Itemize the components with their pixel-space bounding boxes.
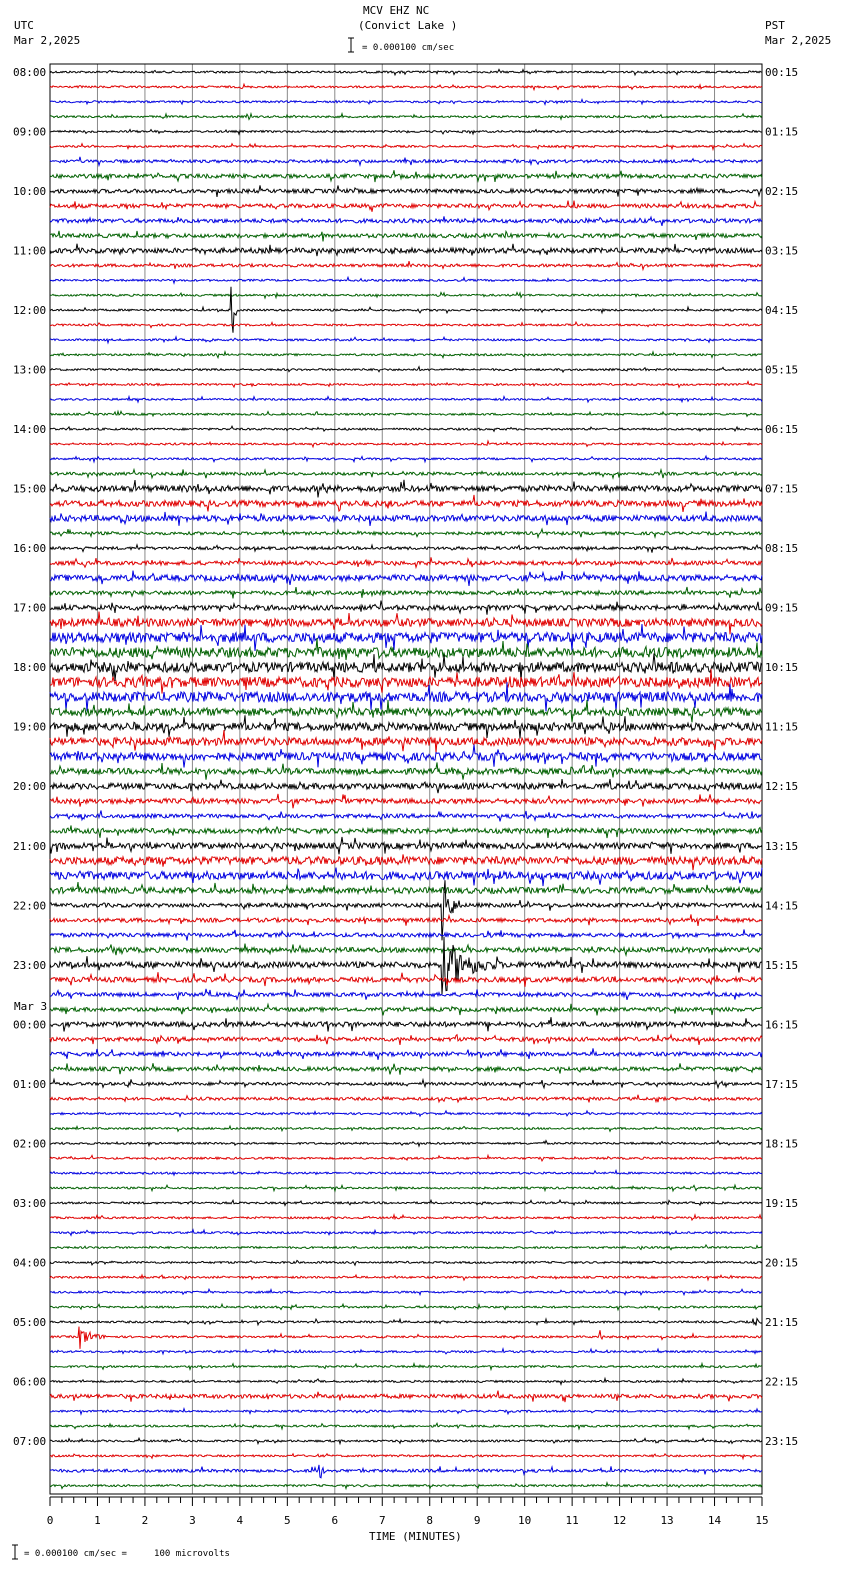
trace-line bbox=[50, 811, 762, 822]
utc-hour-label: 08:00 bbox=[13, 66, 47, 79]
trace-line bbox=[50, 715, 762, 738]
utc-hour-label: 19:00 bbox=[13, 720, 47, 734]
utc-hour-label: 21:00 bbox=[13, 839, 47, 853]
trace-line bbox=[50, 1304, 762, 1310]
x-tick-label: 4 bbox=[236, 1514, 244, 1527]
trace-line bbox=[50, 794, 762, 808]
trace-line bbox=[50, 557, 762, 567]
trace-line bbox=[50, 545, 762, 553]
x-axis-label: TIME (MINUTES) bbox=[369, 1530, 462, 1543]
trace-line bbox=[50, 1409, 762, 1415]
utc-hour-label: 23:00 bbox=[13, 958, 47, 972]
trace-line bbox=[50, 601, 762, 615]
trace-line bbox=[50, 130, 762, 135]
trace-line bbox=[50, 837, 762, 854]
trace-line bbox=[50, 937, 762, 994]
trace-line bbox=[50, 1289, 762, 1295]
pst-hour-label: 08:15 bbox=[765, 542, 799, 556]
trace-line bbox=[50, 244, 762, 256]
trace-line bbox=[50, 1275, 762, 1280]
pst-hour-label: 09:15 bbox=[765, 601, 799, 615]
pst-hour-label: 18:15 bbox=[765, 1137, 799, 1151]
x-tick-label: 7 bbox=[378, 1514, 386, 1527]
utc-hour-label: 20:00 bbox=[13, 780, 47, 794]
pst-hour-label: 20:15 bbox=[765, 1256, 799, 1270]
trace-line bbox=[50, 1155, 762, 1161]
utc-hour-label: 13:00 bbox=[13, 363, 47, 377]
utc-hour-label: 00:00 bbox=[13, 1018, 47, 1032]
trace-line bbox=[50, 571, 762, 586]
utc-hour-label: 07:00 bbox=[13, 1434, 47, 1448]
trace-line bbox=[50, 730, 762, 753]
trace-line bbox=[50, 1063, 762, 1075]
trace-line bbox=[50, 653, 762, 681]
footer-scale: = 0.000100 cm/sec = 100 microvolts bbox=[24, 1549, 230, 1559]
x-tick-label: 1 bbox=[94, 1514, 101, 1527]
trace-line bbox=[50, 512, 762, 526]
x-tick-label: 15 bbox=[755, 1514, 769, 1527]
trace-line bbox=[50, 914, 762, 926]
location-title: (Convict Lake ) bbox=[358, 19, 458, 32]
trace-line bbox=[50, 1200, 762, 1205]
date-change-label: Mar 3 bbox=[14, 1000, 48, 1013]
trace-line bbox=[50, 1004, 762, 1016]
x-tick-label: 10 bbox=[518, 1514, 532, 1527]
x-tick-label: 12 bbox=[612, 1514, 627, 1527]
trace-line bbox=[50, 1261, 762, 1266]
trace-line bbox=[50, 1391, 762, 1403]
x-tick-label: 8 bbox=[426, 1514, 434, 1527]
utc-hour-label: 15:00 bbox=[13, 482, 47, 496]
trace-line bbox=[50, 469, 762, 478]
trace-line bbox=[50, 277, 762, 283]
utc-hour-label: 02:00 bbox=[13, 1137, 47, 1151]
x-tick-label: 11 bbox=[565, 1514, 579, 1527]
utc-hour-label: 14:00 bbox=[13, 423, 47, 437]
scale-label: = 0.000100 cm/sec bbox=[362, 43, 455, 53]
trace-line bbox=[50, 201, 762, 212]
pst-hour-label: 03:15 bbox=[765, 244, 799, 258]
trace-line bbox=[50, 157, 762, 166]
trace-line bbox=[50, 868, 762, 887]
trace-line bbox=[50, 854, 762, 870]
trace-line bbox=[50, 944, 762, 956]
utc-hour-label: 18:00 bbox=[13, 661, 47, 675]
trace-line bbox=[50, 170, 762, 182]
trace-line bbox=[50, 1319, 762, 1326]
trace-line bbox=[50, 1327, 762, 1349]
trace-line bbox=[50, 1185, 762, 1191]
trace-line bbox=[50, 1245, 762, 1250]
trace-line bbox=[50, 84, 762, 90]
trace-line bbox=[50, 293, 762, 299]
trace-line bbox=[50, 1483, 762, 1489]
trace-line bbox=[50, 426, 762, 431]
trace-line bbox=[50, 669, 762, 694]
trace-line bbox=[50, 397, 762, 403]
pst-hour-label: 13:15 bbox=[765, 839, 799, 853]
trace-line bbox=[50, 700, 762, 722]
trace-line bbox=[50, 930, 762, 941]
trace-line bbox=[50, 587, 762, 598]
trace-line bbox=[50, 612, 762, 635]
plot-frame bbox=[50, 64, 762, 1494]
utc-hour-label: 22:00 bbox=[13, 899, 47, 913]
right-date: Mar 2,2025 bbox=[765, 34, 832, 47]
x-tick-label: 2 bbox=[141, 1514, 149, 1527]
trace-line bbox=[50, 1017, 762, 1031]
x-tick-label: 13 bbox=[660, 1514, 674, 1527]
utc-hour-label: 05:00 bbox=[13, 1315, 47, 1329]
left-date: Mar 2,2025 bbox=[14, 34, 81, 47]
utc-hour-label: 06:00 bbox=[13, 1375, 47, 1389]
trace-line bbox=[50, 745, 762, 768]
utc-hour-label: 17:00 bbox=[13, 601, 47, 615]
trace-line bbox=[50, 1230, 762, 1236]
trace-line bbox=[50, 231, 762, 242]
trace-line bbox=[50, 1048, 762, 1060]
trace-line bbox=[50, 826, 762, 839]
utc-hour-label: 16:00 bbox=[13, 542, 47, 556]
utc-hour-label: 11:00 bbox=[13, 244, 47, 258]
station-title: MCV EHZ NC bbox=[363, 4, 430, 17]
pst-hour-label: 11:15 bbox=[765, 720, 799, 734]
trace-line bbox=[50, 1454, 762, 1459]
utc-hour-label: 09:00 bbox=[13, 125, 47, 139]
trace-line bbox=[50, 762, 762, 779]
trace-line bbox=[50, 185, 762, 197]
pst-hour-label: 05:15 bbox=[765, 363, 799, 377]
trace-line bbox=[50, 1379, 762, 1385]
x-tick-label: 14 bbox=[707, 1514, 722, 1527]
scale-bar-icon bbox=[348, 38, 354, 52]
trace-line bbox=[50, 882, 762, 893]
left-timezone: UTC bbox=[14, 19, 34, 32]
pst-hour-label: 21:15 bbox=[765, 1315, 799, 1329]
x-tick-label: 6 bbox=[331, 1514, 339, 1527]
trace-line bbox=[50, 352, 762, 358]
trace-line bbox=[50, 456, 762, 462]
utc-hour-label: 04:00 bbox=[13, 1256, 47, 1270]
trace-line bbox=[50, 1126, 762, 1131]
trace-line bbox=[50, 1141, 762, 1147]
pst-hour-label: 07:15 bbox=[765, 482, 799, 496]
pst-hour-label: 14:15 bbox=[765, 899, 799, 913]
trace-line bbox=[50, 1438, 762, 1443]
scale-bar-icon bbox=[12, 1545, 18, 1559]
trace-line bbox=[50, 322, 762, 328]
trace-line bbox=[50, 441, 762, 447]
trace-line bbox=[50, 411, 762, 416]
trace-line bbox=[50, 382, 762, 388]
trace-line bbox=[50, 1035, 762, 1045]
trace-line bbox=[50, 989, 762, 1000]
trace-line bbox=[50, 69, 762, 75]
trace-line bbox=[50, 480, 762, 498]
trace-line bbox=[50, 216, 762, 226]
trace-line bbox=[50, 529, 762, 537]
trace-line bbox=[50, 337, 762, 343]
trace-line bbox=[50, 972, 762, 987]
pst-hour-label: 23:15 bbox=[765, 1434, 799, 1448]
trace-line bbox=[50, 1465, 762, 1478]
trace-line bbox=[50, 1095, 762, 1103]
pst-hour-label: 16:15 bbox=[765, 1018, 799, 1032]
x-tick-label: 5 bbox=[284, 1514, 291, 1527]
x-tick-label: 9 bbox=[473, 1514, 481, 1527]
trace-line bbox=[50, 1111, 762, 1117]
pst-hour-label: 02:15 bbox=[765, 185, 799, 199]
x-tick-label: 3 bbox=[189, 1514, 196, 1527]
right-timezone: PST bbox=[765, 19, 785, 32]
pst-hour-label: 22:15 bbox=[765, 1375, 799, 1389]
utc-hour-label: 12:00 bbox=[13, 304, 47, 318]
pst-hour-label: 19:15 bbox=[765, 1196, 799, 1210]
trace-line bbox=[50, 144, 762, 150]
trace-line bbox=[50, 495, 762, 512]
pst-hour-label: 00:15 bbox=[765, 66, 799, 79]
trace-line bbox=[50, 1171, 762, 1176]
trace-line bbox=[50, 1079, 762, 1087]
pst-hour-label: 01:15 bbox=[765, 125, 799, 139]
trace-line bbox=[50, 367, 762, 372]
utc-hour-label: 01:00 bbox=[13, 1077, 47, 1091]
trace-line bbox=[50, 1215, 762, 1220]
trace-line bbox=[50, 100, 762, 105]
pst-hour-label: 12:15 bbox=[765, 780, 799, 794]
pst-hour-label: 15:15 bbox=[765, 958, 799, 972]
pst-hour-label: 06:15 bbox=[765, 423, 799, 437]
trace-line bbox=[50, 1364, 762, 1370]
trace-line bbox=[50, 779, 762, 793]
utc-hour-label: 10:00 bbox=[13, 185, 47, 199]
pst-hour-label: 04:15 bbox=[765, 304, 799, 318]
trace-line bbox=[50, 261, 762, 269]
x-tick-label: 0 bbox=[46, 1514, 54, 1527]
pst-hour-label: 10:15 bbox=[765, 661, 799, 675]
trace-line bbox=[50, 1349, 762, 1354]
pst-hour-label: 17:15 bbox=[765, 1077, 799, 1091]
trace-line bbox=[50, 1423, 762, 1429]
utc-hour-label: 03:00 bbox=[13, 1196, 47, 1210]
trace-line bbox=[50, 114, 762, 120]
